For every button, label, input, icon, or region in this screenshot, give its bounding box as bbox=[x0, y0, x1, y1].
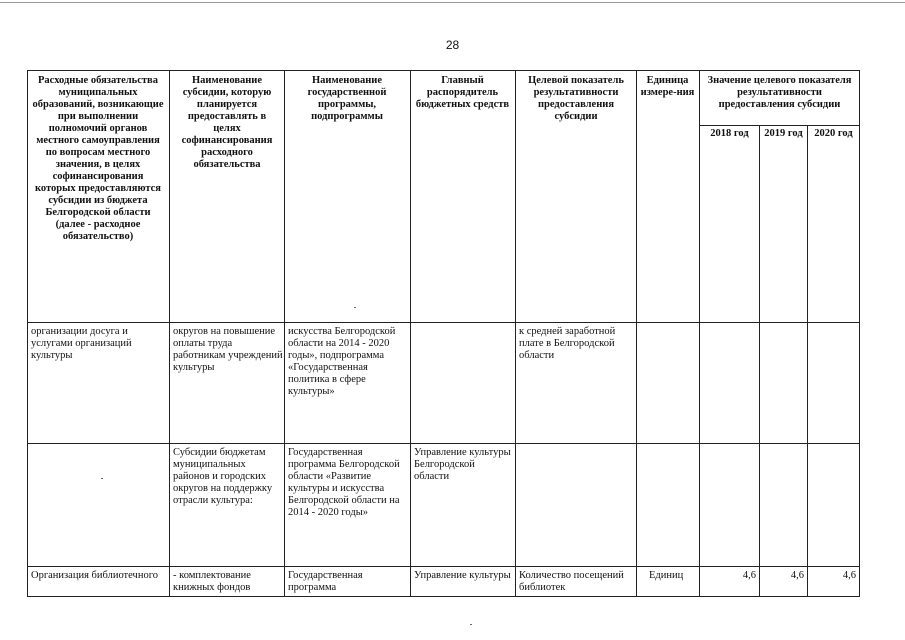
header-year-2019: 2019 год bbox=[764, 128, 803, 139]
header-budget-manager: Главный распорядитель бюджетных средств bbox=[415, 75, 510, 110]
row2-indicator bbox=[519, 447, 633, 563]
scan-speck bbox=[101, 478, 103, 479]
row1-obligation: организации досуга и услугами организаций культуры bbox=[31, 326, 132, 361]
row3-manager: Управление культуры bbox=[414, 570, 511, 581]
header-subsidy-name: Наименование субсидии, которую планируется предоставлять в целях софинансирования расходного обязательства bbox=[181, 75, 273, 170]
row1-program: искусства Белгородской области на 2014 - 2020 годы», подпрограмма «Государственная политика в сфере культуры» bbox=[288, 326, 396, 397]
row3-subsidy: - комплектование книжных фондов bbox=[173, 570, 251, 593]
header-indicator-value: Значение целевого показателя результативности предоставления субсидии bbox=[707, 75, 852, 110]
header-expenditure-obligations: Расходные обязательства муниципальных образований, возникающие при выполнении полномочий органов местного самоуправления по вопросам местного значения, в целях софинансирования которых предоставляются субсидии из бюджета Белгородской области (далее - расходное обязательство) bbox=[32, 75, 164, 242]
header-year-2018: 2018 год bbox=[710, 128, 749, 139]
row3-value-2019: 4,6 bbox=[790, 570, 804, 581]
row3-value-2020: 4,6 bbox=[842, 570, 856, 581]
row3-indicator: Количество посещений библиотек bbox=[519, 570, 624, 593]
row3-value-2018: 4,6 bbox=[742, 570, 756, 581]
row1-subsidy: округов на повышение оплаты труда работникам учреждений культуры bbox=[173, 326, 283, 373]
top-edge-line bbox=[0, 2, 905, 3]
row2-manager: Управление культуры Белгородской области bbox=[414, 447, 511, 482]
subsidy-table bbox=[27, 70, 860, 597]
scan-speck bbox=[354, 307, 356, 308]
header-target-indicator: Целевой показатель результативности предоставления субсидии bbox=[528, 75, 624, 122]
row2-program: Государственная программа Белгородской области «Развитие культуры и искусства Белгородской области на 2014 - 2020 годы» bbox=[288, 447, 400, 518]
row1-manager bbox=[414, 326, 511, 440]
row3-program: Государственная программа bbox=[288, 570, 363, 593]
page-number: 28 bbox=[445, 38, 460, 52]
header-year-2020: 2020 год bbox=[814, 128, 853, 139]
row2-subsidy: Субсидии бюджетам муниципальных районов и городских округов на поддержку отрасли культура: bbox=[173, 447, 273, 506]
row3-unit: Единиц bbox=[649, 570, 684, 581]
header-unit: Единица измере-ния bbox=[640, 75, 695, 98]
row2-obligation bbox=[31, 447, 165, 563]
row3-obligation: Организация библиотечного bbox=[31, 570, 158, 581]
scan-speck bbox=[470, 624, 472, 625]
row1-indicator: к средней заработной плате в Белгородской области bbox=[519, 326, 616, 361]
header-state-program: Наименование государственной программы, подпрограммы bbox=[307, 75, 387, 122]
